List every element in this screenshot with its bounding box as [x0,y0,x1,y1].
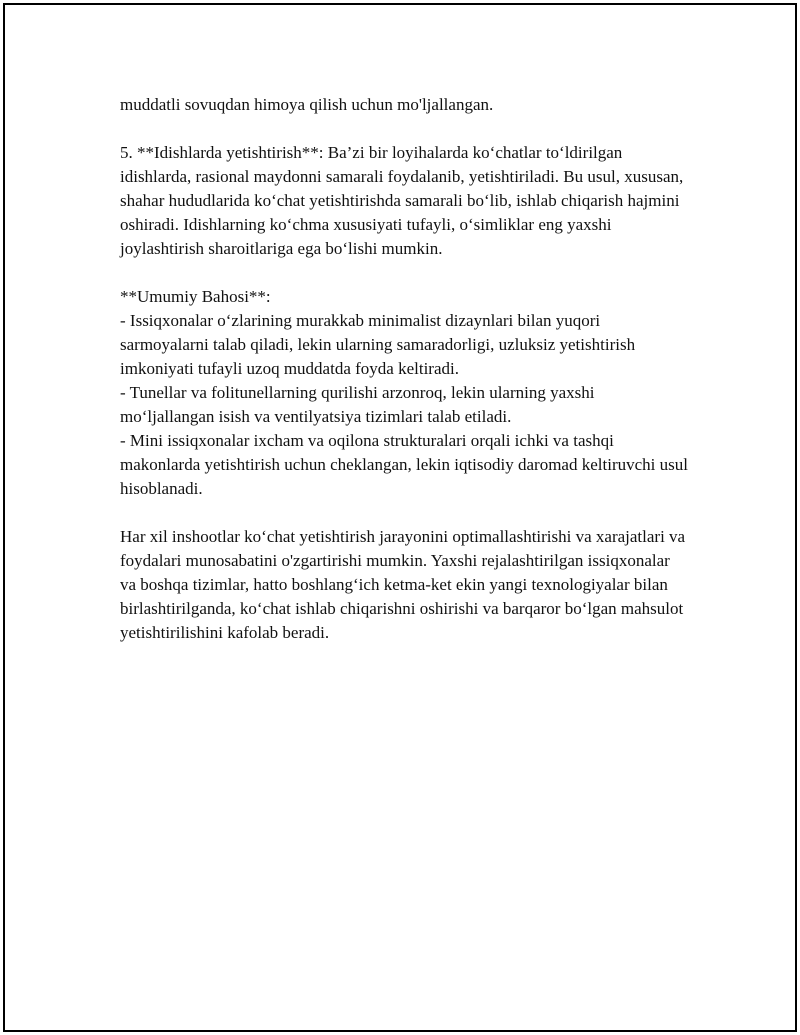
paragraph-continuation: muddatli sovuqdan himoya qilish uchun mo'ljallangan. [120,95,494,114]
paragraph-conclusion: Har xil inshootlar ko‘chat yetishtirish jarayonini optimallashtirishi va xarajatlari va foydalari munosabatini o'zgartirishi mumkin. Yaxshi rejalashtirilgan issiqxonalar va boshqa tizimlar, hatto boshlang‘ich ketma-ket ekin yangi texnologiyalar bilan birlashtirilganda, ko‘chat ishlab chiqarishni oshirishi va barqaror bo‘lgan mahsulot yetishtirilishini kafolab beradi. [120,527,686,642]
document-body [120,93,690,645]
paragraph-general-assessment: **Umumiy Bahosi**: - Issiqxonalar o‘zlarining murakkab minimalist dizaynlari bilan yuqori sarmoyalarni talab qiladi, lekin ularning samaradorligi, uzluksiz yetishtirish imkoniyati tufayli uzoq muddatda foyda keltiradi. - Tunellar va folitunellarning qurilishi arzonroq, lekin ularning yaxshi mo‘ljallangan isish va ventilyatsiya tizimlari talab etiladi. - Mini issiqxonalar ixcham va oqilona strukturalari orqali ichki va tashqi makonlarda yetishtirish uchun cheklangan, lekin iqtisodiy daromad keltiruvchi usul hisoblanadi. [120,287,688,498]
paragraph-container-growing: 5. **Idishlarda yetishtirish**: Ba’zi bir loyihalarda ko‘chatlar to‘ldirilgan idishlarda, rasional maydonni samarali foydalanib, yetishtiriladi. Bu usul, xususan, shahar hududlarida ko‘chat yetishtirishda samarali bo‘lib, ishlab chiqarish hajmini oshiradi. Idishlarning ko‘chma xususiyati tufayli, o‘simliklar eng yaxshi joylashtirish sharoitlariga ega bo‘lishi mumkin. [120,143,684,258]
page-frame [3,3,797,1032]
